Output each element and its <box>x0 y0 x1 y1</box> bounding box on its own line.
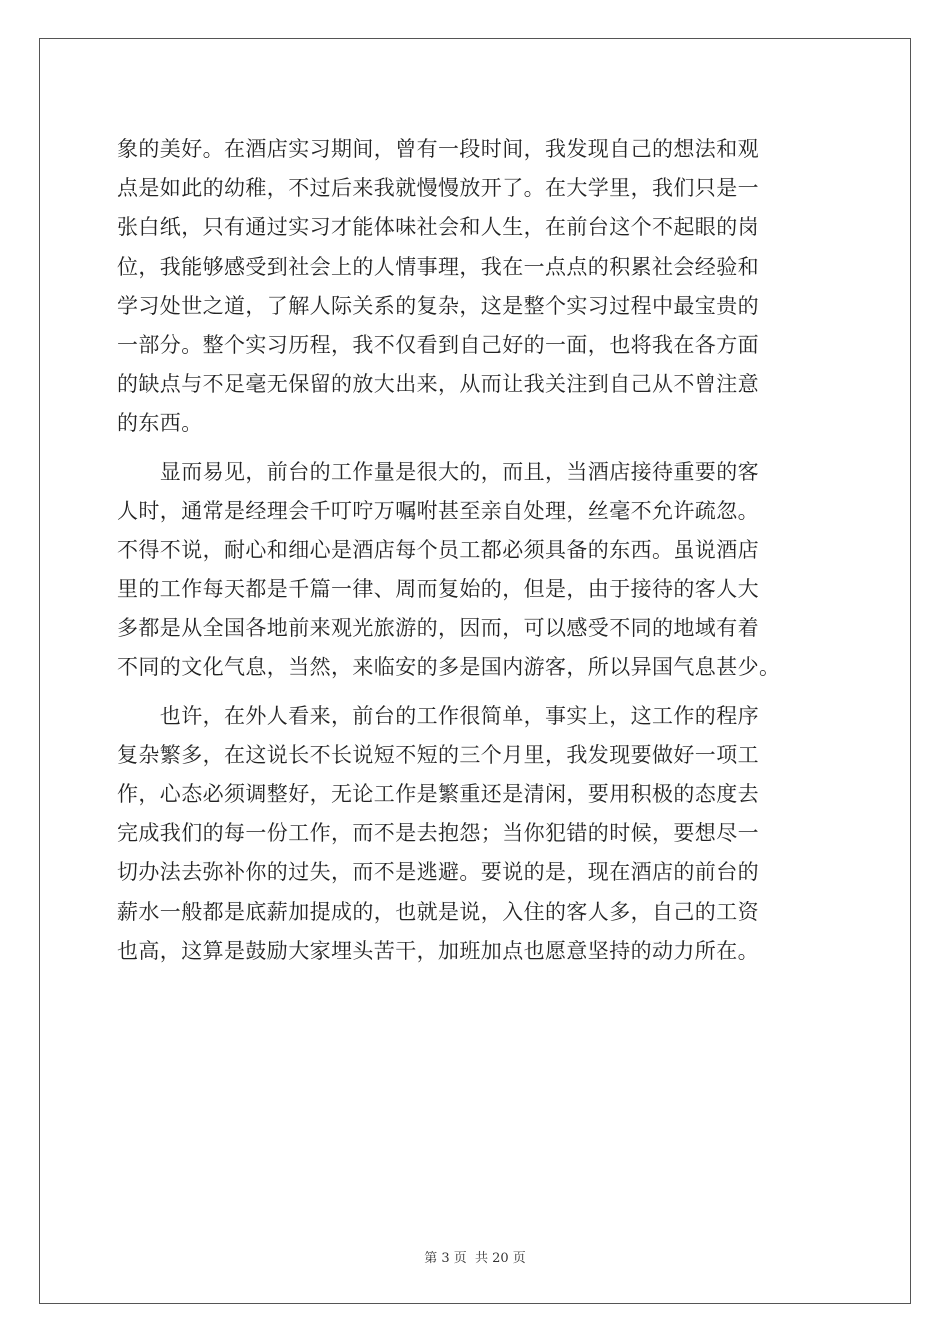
text-line: 切办法去弥补你的过失，而不是逃避。要说的是，现在酒店的前台的 <box>117 860 759 885</box>
text-line: 象的美好。在酒店实习期间，曾有一段时间，我发现自己的想法和观 <box>117 137 759 161</box>
text-line: 薪水一般都是底薪加提成的，也就是说，入住的客人多，自己的工资 <box>117 899 759 924</box>
text-line: 位，我能够感受到社会上的人情事理，我在一点点的积累社会经验和 <box>117 254 759 279</box>
paragraph-gap <box>117 688 835 697</box>
text-line: 多都是从全国各地前来观光旅游的，因而，可以感受不同的地域有着 <box>117 616 759 641</box>
page-footer <box>0 1247 950 1266</box>
text-line: 里的工作每天都是千篇一律、周而复始的，但是，由于接待的客人大 <box>117 577 759 602</box>
text-line: 不得不说，耐心和细心是酒店每个员工都必须具备的东西。虽说酒店 <box>117 537 759 562</box>
paragraph-2 <box>117 453 835 688</box>
text-line: 作，心态必须调整好，无论工作是繁重还是清闲，要用积极的态度去 <box>117 782 759 806</box>
text-line: 点是如此的幼稚，不过后来我就慢慢放开了。在大学里，我们只是一 <box>117 176 759 201</box>
paragraph-1 <box>117 130 835 444</box>
text-line: 也许，在外人看来，前台的工作很简单，事实上，这工作的程序 <box>117 703 759 728</box>
page-number: 第 3 页 <box>424 1251 467 1266</box>
text-line: 一部分。整个实习历程，我不仅看到自己好的一面，也将我在各方面 <box>117 332 759 357</box>
text-line: 的东西。 <box>117 411 203 436</box>
text-line: 人时，通常是经理会千叮咛万嘱咐甚至亲自处理，丝毫不允许疏忽。 <box>117 498 759 523</box>
text-line: 学习处世之道，了解人际关系的复杂，这是整个实习过程中最宝贵的 <box>117 293 759 318</box>
text-line: 不同的文化气息，当然，来临安的多是国内游客，所以异国气息甚少。 <box>117 655 781 680</box>
text-line: 完成我们的每一份工作，而不是去抱怨；当你犯错的时候，要想尽一 <box>117 821 759 846</box>
document-body <box>117 130 835 971</box>
paragraph-gap <box>117 444 835 453</box>
text-line: 复杂繁多，在这说长不长说短不短的三个月里，我发现要做好一项工 <box>117 742 759 767</box>
text-line: 显而易见，前台的工作量是很大的，而且，当酒店接待重要的客 <box>117 459 759 484</box>
page-total: 共 20 页 <box>474 1251 526 1266</box>
text-line: 也高，这算是鼓励大家埋头苦干，加班加点也愿意坚持的动力所在。 <box>117 938 759 963</box>
text-line: 张白纸，只有通过实习才能体味社会和人生，在前台这个不起眼的岗 <box>117 215 759 240</box>
text-line: 的缺点与不足毫无保留的放大出来，从而让我关注到自己从不曾注意 <box>117 372 759 397</box>
paragraph-3 <box>117 697 835 971</box>
